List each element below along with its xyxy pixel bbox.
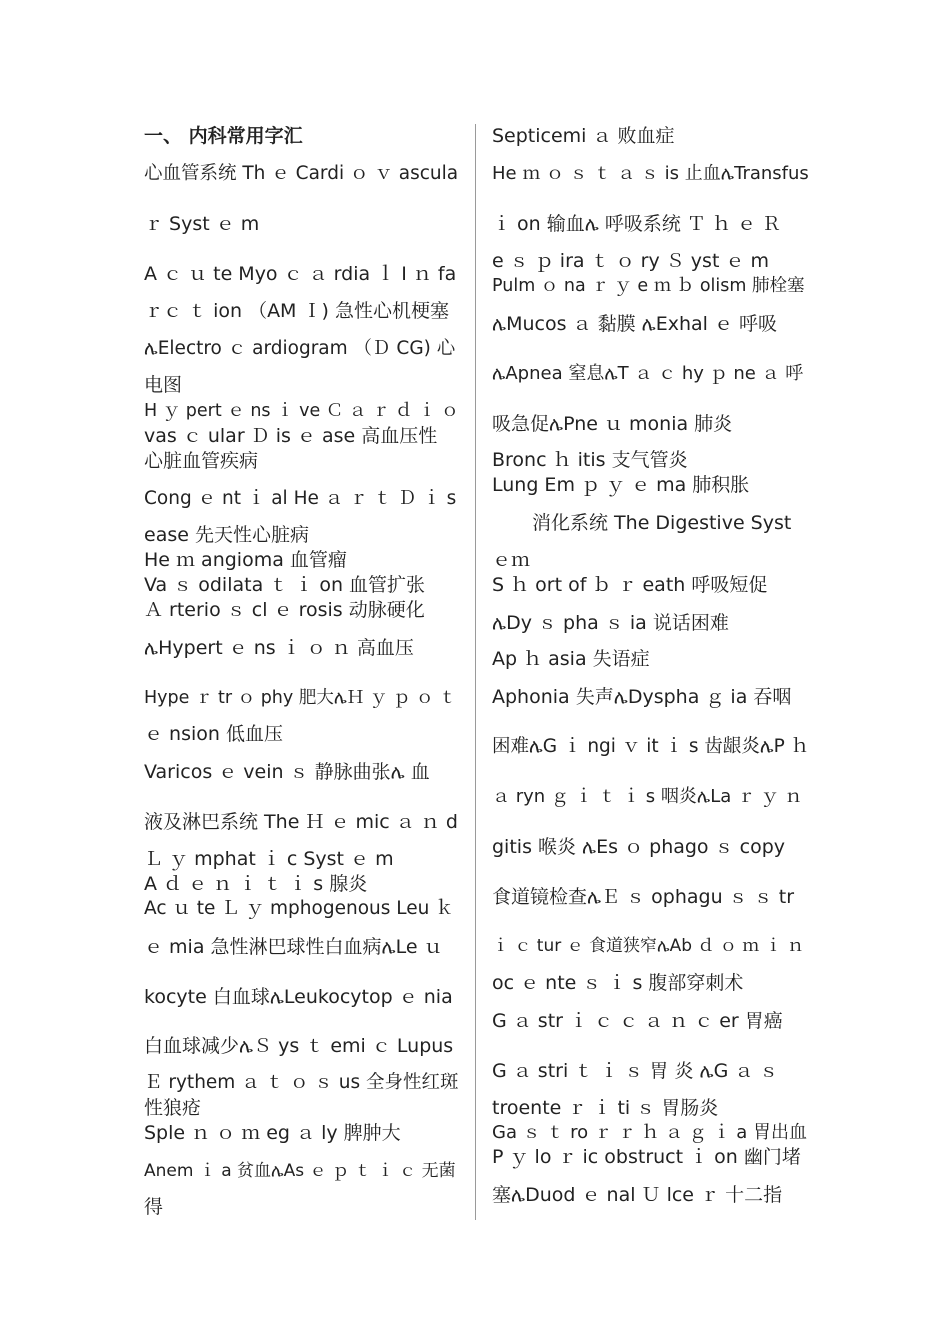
text-line: ሌApnea 窒息ሌT ａ ｃ hy ｐ ne ａ 呼 (492, 363, 804, 384)
text-line: ሌElectro ｃ ardiogram （Ｄ CG) 心 (144, 338, 456, 359)
text-line: 塞ሌDuod ｅ nal Ｕ lce ｒ 十二指 (492, 1184, 783, 1206)
column-divider (475, 124, 476, 1220)
text-line: Ａ rterio ｓ cl ｅ rosis 动脉硬化 (144, 599, 425, 621)
text-line: He ｍ ｏ ｓ ｔ ａ ｓ is 止血ሌTransfus (492, 163, 809, 184)
section-heading-digestive: 消化系统 The Digestive Syst (532, 512, 792, 534)
text-line: Lung Em ｐ ｙ ｅ ma 肺积胀 (492, 474, 750, 496)
text-line: Cong ｅ nt ｉ al He ａ ｒ ｔ Ｄ ｉ s (144, 488, 457, 509)
text-line: 心脏血管疾病 (144, 450, 259, 472)
text-line: ሌDy ｓ pha ｓ ia 说话困难 (492, 612, 729, 634)
text-line: e ｓ ｐ ira ｔ ｏ ry Ｓ yst ｅ m (492, 250, 769, 272)
text-line: Ｌ ｙ mphat ｉ c Syst ｅ m (144, 848, 394, 870)
text-line: oc ｅ nte ｓ ｉ s 腹部穿刺术 (492, 972, 744, 994)
text-line: ｉ on 输血ሌ 呼吸系统 Ｔ ｈ ｅ Ｒ (492, 213, 782, 235)
text-line: Anem ｉ a 贫血ሌAs ｅ ｐ ｔ ｉ ｃ 无菌 (144, 1161, 456, 1181)
text-line: ｉ ｃ tur ｅ 食道狭窄ሌAb ｄ ｏ ｍ ｉ ｎ (492, 936, 805, 956)
text-line: ease 先天性心脏病 (144, 524, 309, 546)
text-line: 性狼疮 (144, 1097, 202, 1119)
text-line: Sple ｎ ｏ ｍ eg ａ ly 脾肿大 (144, 1122, 401, 1144)
text-line: Varicos ｅ vein ｓ 静脉曲张ሌ 血 (144, 761, 430, 783)
text-line: 电图 (144, 374, 183, 396)
text-line: Septicemi ａ 败血症 (492, 125, 675, 147)
text-line: Bronc ｈ itis 支气管炎 (492, 449, 688, 471)
text-line: Ｅ rythem ａ ｔ ｏ ｓ us 全身性红斑 (144, 1072, 459, 1093)
section-heading: 一、 内科常用字汇 (144, 125, 303, 147)
text-line: 心血管系统 Th ｅ Cardi ｏ ｖ ascula (144, 163, 459, 184)
text-line: gitis 喉炎 ሌEs ｏ phago ｓ copy (492, 836, 786, 858)
text-line: ｅ nsion 低血压 (144, 723, 283, 745)
text-line: Ac ｕ te Ｌ ｙ mphogenous Leu ｋ (144, 898, 454, 919)
text-line: kocyte 白血球ሌLeukocytop ｅ nia (144, 986, 453, 1008)
text-line: Pulm ｏ na ｒ ｙ e ｍ ｂ olism 肺栓塞 (492, 276, 805, 296)
text-line: A ｄ ｅ ｎ ｉ ｔ ｉ s 腺炎 (144, 873, 368, 895)
text-line: He ｍ angioma 血管瘤 (144, 549, 347, 571)
text-line: H ｙ pert ｅ ns ｉ ve Ｃ ａ ｒ ｄ ｉ ｏ (144, 401, 459, 421)
text-line: Ap ｈ asia 失语症 (492, 648, 650, 670)
text-line: S ｈ ort of ｂ ｒ eath 呼吸短促 (492, 574, 768, 596)
text-line: P ｙ lo ｒ ic obstruct ｉ on 幽门堵 (492, 1146, 801, 1168)
text-line: Aphonia 失声ሌDyspha ｇ ia 吞咽 (492, 686, 792, 708)
text-line: Ga ｓ ｔ ro ｒ ｒ ｈ ａ ｇ ｉ a 胃出血 (492, 1122, 807, 1143)
text-line: G ａ str ｉ ｃ ｃ ａ ｎ ｃ er 胃癌 (492, 1010, 783, 1032)
text-line: ｒｃ ｔ ion （AM Ｉ) 急性心机梗塞 (144, 300, 449, 322)
text-line: ሌMucos ａ 黏膜 ሌExhal ｅ 呼吸 (492, 313, 778, 335)
text-line: 液及淋巴系统 The Ｈ ｅ mic ａ ｎ d (144, 811, 458, 833)
text-line: 困难ሌG ｉ ngi ｖ it ｉ s 齿龈炎ሌP ｈ (492, 736, 810, 757)
text-line: ｅｍ (492, 549, 531, 571)
text-line: Hype ｒ tr ｏ phy 肥大ሌＨ ｙ ｐ ｏ ｔ (144, 688, 457, 708)
text-line: 得 (144, 1196, 164, 1218)
text-line: ሌHypert ｅ ns ｉ ｏ ｎ 高血压 (144, 637, 414, 659)
text-line: 食道镜检查ሌＥ ｓ ophagu ｓ ｓ tr (492, 886, 795, 908)
text-line: G ａ stri ｔ ｉ ｓ 胃 炎 ሌG ａ ｓ (492, 1060, 779, 1082)
text-line: ｅ mia 急性淋巴球性白血病ሌLe ｕ (144, 936, 443, 958)
text-line: troente ｒ ｉ ti ｓ 胃肠炎 (492, 1097, 719, 1119)
text-line: ａ ryn ｇ ｉ ｔ ｉ s 咽炎ሌLa ｒ ｙ ｎ (492, 786, 803, 807)
text-line: vas ｃ ular Ｄ is ｅ ase 高血压性 (144, 425, 438, 447)
text-line: A ｃ ｕ te Myo ｃ ａ rdia ｌ I ｎ fa (144, 263, 457, 285)
text-line: 白血球减少ሌＳ ys ｔ emi ｃ Lupus (144, 1035, 454, 1057)
text-line: 吸急促ሌPne ｕ monia 肺炎 (492, 413, 733, 435)
text-line: ｒ Syst ｅ m (144, 213, 260, 235)
text-line: Va ｓ odilata ｔ ｉ on 血管扩张 (144, 574, 426, 596)
